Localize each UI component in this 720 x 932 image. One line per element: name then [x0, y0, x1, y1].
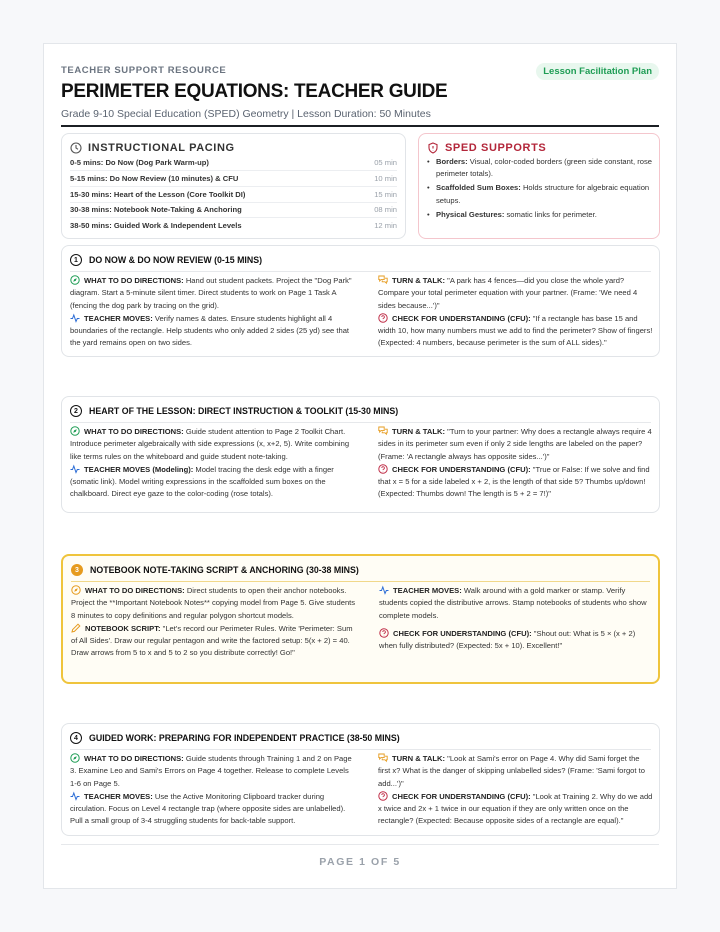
item-label: CHECK FOR UNDERSTANDING (CFU):: [392, 464, 531, 474]
item-label: NOTEBOOK SCRIPT:: [85, 623, 161, 633]
pacing-heading-text: INSTRUCTIONAL PACING: [88, 142, 235, 154]
sped-item-text: Visual, color-coded borders (green side constant, rose perimeter totals).: [436, 157, 652, 179]
sped-item: [427, 209, 653, 221]
section-title: HEART OF THE LESSON: DIRECT INSTRUCTION & TOOLKIT (15-30 MINS): [89, 406, 399, 416]
section-heading: [70, 405, 398, 417]
chat-icon: [378, 275, 388, 285]
item-text: "A park has 4 fences—did you close the whole yard? Compare your total perimeter equation with your partner. (Frame: 'We need 4 sides because...')": [378, 276, 638, 310]
pacing-row-label: 5-15 mins: Do Now Review (10 minutes) & CFU: [70, 173, 239, 183]
section-left-column: [70, 275, 355, 351]
item-label: CHECK FOR UNDERSTANDING (CFU):: [393, 628, 532, 638]
section-title: DO NOW & DO NOW REVIEW (0-15 MINS): [89, 255, 263, 265]
pencil-icon: [71, 623, 81, 633]
section-right-column: [378, 275, 653, 351]
section-heart-of-lesson: [61, 396, 660, 513]
activity-icon: [379, 585, 389, 595]
section-heading: [70, 254, 262, 266]
pacing-row-duration: 05 min: [374, 157, 397, 167]
item-label: WHAT TO DO DIRECTIONS:: [85, 586, 185, 595]
page-number: PAGE 1 OF 5: [319, 856, 401, 868]
section-left-column: [70, 753, 355, 829]
item-label: TEACHER MOVES:: [84, 313, 153, 323]
help-circle-icon: [378, 791, 388, 801]
footer-divider: [61, 844, 659, 845]
directions-item: [70, 426, 355, 463]
item-label: TURN & TALK:: [392, 754, 446, 763]
pacing-row-label: 30-38 mins: Notebook Note-Taking & Anchoring: [70, 204, 242, 214]
sped-item-text: somatic links for perimeter.: [504, 209, 597, 219]
section-notebook-anchoring: [61, 554, 660, 684]
activity-icon: [70, 313, 80, 323]
teacher-moves-item: [70, 313, 355, 350]
header-divider: [61, 125, 659, 127]
item-label: TURN & TALK:: [392, 276, 446, 285]
item-label: WHAT TO DO DIRECTIONS:: [84, 754, 184, 763]
sped-item: [427, 156, 653, 180]
chat-icon: [378, 753, 388, 763]
item-text: Hand out student packets. Project the "Dog Park" diagram. Start a 5-minute silent timer. Direct students to work on Page 1 Task A (fencing the dog park by tracing on the grid).: [70, 276, 352, 310]
pacing-row: [70, 187, 397, 203]
turn-talk-item: [378, 753, 653, 790]
section-left-column: [70, 426, 355, 502]
section-divider: [70, 422, 651, 423]
sped-item-label: Borders:: [436, 157, 468, 166]
item-label: TEACHER MOVES:: [84, 791, 153, 801]
item-text: "True or False: If we solve and find that x = 5 for a side labeled x + 2, is the length of that side 5? Thumbs up/down! (Expected: Thumbs down! The length is 5 + 2 = 7!)": [378, 464, 650, 499]
item-label: WHAT TO DO DIRECTIONS:: [84, 276, 184, 285]
turn-talk-item: [378, 275, 653, 312]
activity-icon: [70, 464, 80, 474]
section-guided-work: [61, 723, 660, 836]
compass-icon: [71, 585, 81, 595]
cfu-item: [379, 628, 654, 653]
item-text: "If a rectangle has base 15 and width 10, how many numbers must we add to find the perimeter? Show of fingers! (Expected: 4 numbers, because perimeter is the sum of ALL sides).": [378, 313, 653, 348]
pacing-row: [70, 171, 397, 187]
item-label: TEACHER MOVES:: [393, 586, 462, 595]
item-label: WHAT TO DO DIRECTIONS:: [84, 427, 184, 436]
item-label: TURN & TALK:: [392, 427, 446, 436]
sped-item-text: Holds structure for algebraic equation setups.: [436, 183, 650, 205]
item-text: Direct students to open their anchor notebooks. Project the **Important Notebook Notes** copying model from Page 5. Give students 8 minutes to copy definitions and regular polygon shortcut models.: [71, 586, 356, 620]
shield-icon: [427, 142, 439, 154]
section-left-column: [71, 585, 356, 661]
item-text: Use the Active Monitoring Clipboard tracker during circulation. Focus on Level 4 rectangle trap (where opposite sides are unlabelled). Pull a small group of 3-4 struggling students for back-table support.: [70, 791, 346, 826]
cfu-item: [378, 313, 653, 350]
pacing-row-label: 38-50 mins: Guided Work & Independent Levels: [70, 221, 242, 231]
section-divider: [70, 271, 651, 272]
section-do-now: [61, 245, 660, 357]
pacing-row-label: 0-5 mins: Do Now (Dog Park Warm-up): [70, 157, 209, 167]
sped-list: [427, 156, 653, 223]
sped-heading-text: SPED SUPPORTS: [445, 142, 547, 154]
page-title: PERIMETER EQUATIONS: TEACHER GUIDE: [61, 81, 448, 102]
help-circle-icon: [379, 628, 389, 638]
item-label: CHECK FOR UNDERSTANDING (CFU):: [392, 313, 531, 323]
notebook-script-item: [71, 623, 356, 660]
help-circle-icon: [378, 464, 388, 474]
item-text: "Look at Sami's error on Page 4. Why did Sami forget the first x? What is the danger of skipping unlabelled sides? (Frame: 'Sami forgot to add...')": [378, 754, 645, 788]
item-text: Walk around with a gold marker or stamp. Verify students copied the distributive arrows. Stamp notebooks of students who show complete models.: [379, 586, 647, 620]
section-number: 2: [70, 405, 82, 417]
item-text: "Let's record our Perimeter Rules. Write 'Perimeter: Sum of All Sides'. Draw our regular pentagon and write the factored setup: 5(x + 2) = 40. Draw arrows from 5 to x and 5 to 2 so you distribute correctly! Go!": [71, 623, 353, 658]
pacing-row-duration: 12 min: [374, 221, 397, 231]
item-text: "Shout out: What is 5 × (x + 2) when fully distributed? (Expected: 5x + 10). Excellent!": [379, 628, 636, 651]
teacher-moves-item: [70, 464, 355, 501]
clock-icon: [70, 142, 82, 154]
section-right-column: [378, 426, 653, 502]
item-label: TEACHER MOVES (Modeling):: [84, 464, 194, 474]
pacing-row: [70, 155, 397, 171]
section-title: NOTEBOOK NOTE-TAKING SCRIPT & ANCHORING (30-38 MINS): [90, 565, 359, 575]
pacing-heading: [70, 142, 235, 154]
directions-item: [71, 585, 356, 622]
section-divider: [71, 581, 650, 582]
pacing-card: [61, 133, 406, 239]
section-divider: [70, 749, 651, 750]
compass-icon: [70, 753, 80, 763]
pacing-row-duration: 08 min: [374, 204, 397, 214]
section-number: 1: [70, 254, 82, 266]
compass-icon: [70, 426, 80, 436]
cfu-item: [378, 464, 653, 501]
sped-item-label: Physical Gestures:: [436, 209, 505, 219]
sped-item-label: Scaffolded Sum Boxes:: [436, 183, 521, 193]
pacing-row-duration: 10 min: [374, 173, 397, 183]
teacher-moves-item: [379, 585, 654, 622]
sped-item: [427, 182, 653, 206]
sped-supports-card: [418, 133, 660, 239]
item-text: Verify names & dates. Ensure students highlight all 4 boundaries of the rectangle. Help students who only added 2 sides (25 yd) see that the yard remains open on two sides.: [70, 313, 350, 348]
item-text: Guide students through Training 1 and 2 on Page 3. Examine Leo and Sami's Errors on Page 4 together. Release to complete Levels 1-6 on Page 5.: [70, 754, 352, 788]
help-circle-icon: [378, 313, 388, 323]
cfu-item: [378, 791, 653, 828]
item-text: "Turn to your partner: Why does a rectangle always require 4 sides in its perimeter sum even if only 2 side lengths are labeled on the paper? (Frame: 'A rectangle always has opposite sides...')": [378, 427, 652, 461]
eyebrow-label: TEACHER SUPPORT RESOURCE: [61, 65, 227, 76]
pacing-row-duration: 15 min: [374, 189, 397, 199]
section-number: 4: [70, 732, 82, 744]
page-subtitle: Grade 9-10 Special Education (SPED) Geometry | Lesson Duration: 50 Minutes: [61, 108, 431, 120]
pacing-row: [70, 218, 397, 234]
item-text: Model tracing the desk edge with a finger (somatic link). Model writing expressions in the scaffolded sum boxes on the chalkboard. Direct eye gaze to the color-coding (rose totals).: [70, 464, 334, 499]
document-page: [43, 43, 677, 889]
compass-icon: [70, 275, 80, 285]
item-text: Guide student attention to Page 2 Toolkit Chart. Introduce perimeter algebraically with side expressions (x, x+2, 5). Write combining like terms rules on the whiteboard and guide student note-taking.: [70, 427, 350, 461]
section-right-column: [378, 753, 653, 829]
lesson-plan-badge: Lesson Facilitation Plan: [536, 63, 659, 80]
activity-icon: [70, 791, 80, 801]
pacing-row-label: 15-30 mins: Heart of the Lesson (Core Toolkit DI): [70, 189, 246, 199]
item-text: "Look at Training 2. Why do we add x twice and 2x + 1 twice in our equation if they are only written once on the rectangle? (Expected: Because opposite sides of a rectangle are equal).": [378, 791, 653, 826]
section-title: GUIDED WORK: PREPARING FOR INDEPENDENT PRACTICE (38-50 MINS): [89, 733, 400, 743]
section-heading: [71, 564, 359, 576]
section-number: 3: [71, 564, 83, 576]
item-label: CHECK FOR UNDERSTANDING (CFU):: [392, 791, 531, 801]
section-heading: [70, 732, 400, 744]
pacing-row: [70, 202, 397, 218]
directions-item: [70, 753, 355, 790]
directions-item: [70, 275, 355, 312]
teacher-moves-item: [70, 791, 355, 828]
section-right-column: [379, 585, 654, 653]
chat-icon: [378, 426, 388, 436]
turn-talk-item: [378, 426, 653, 463]
sped-heading: [427, 142, 546, 154]
